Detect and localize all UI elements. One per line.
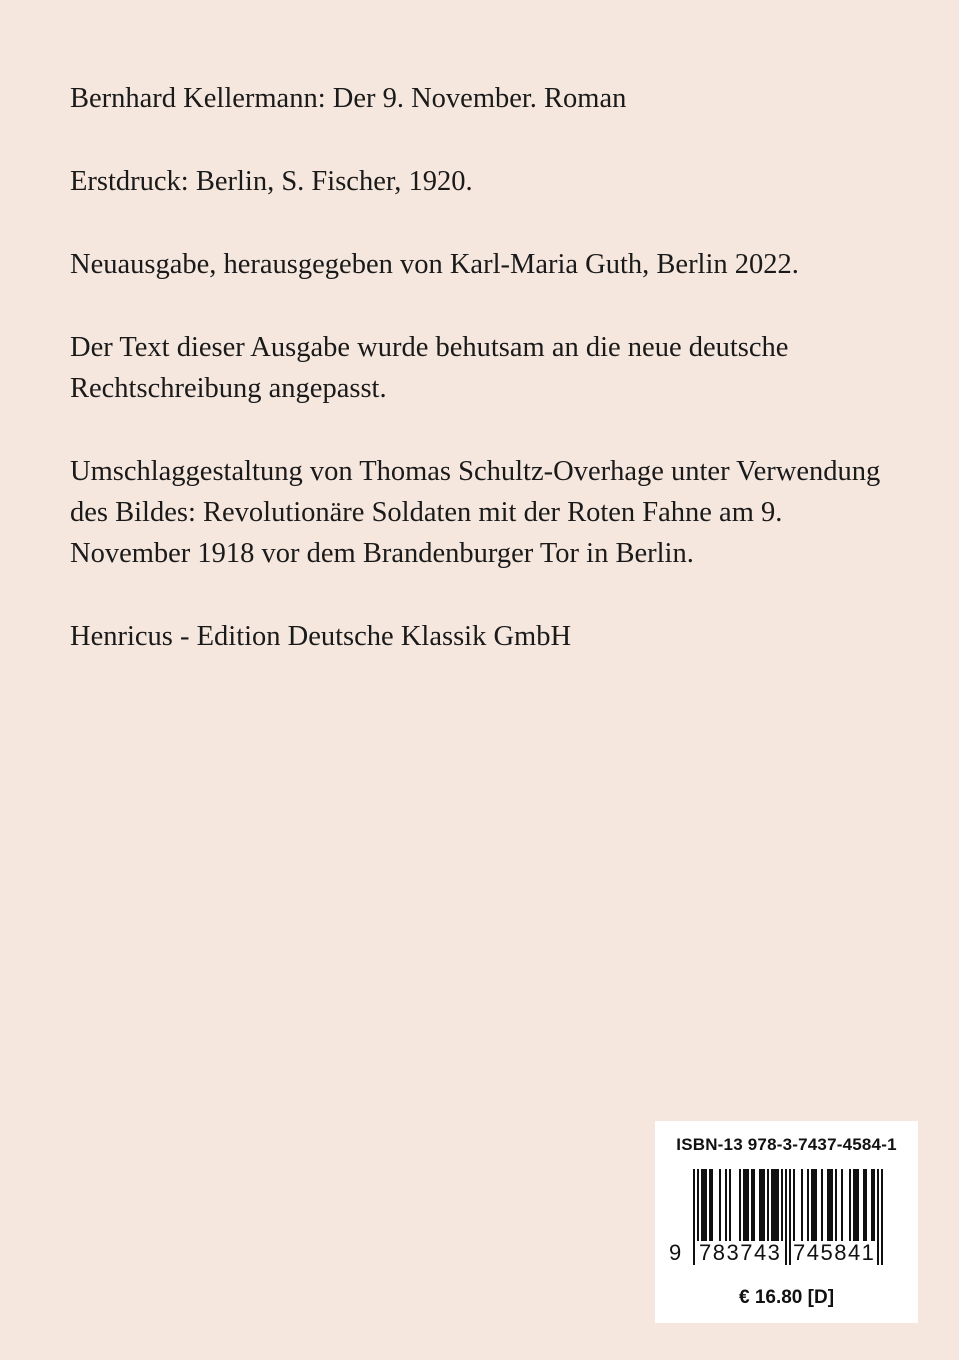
new-edition-line: Neuausgabe, herausgegeben von Karl-Maria Guth, Berlin 2022. <box>70 249 799 280</box>
barcode-right-digits: 745841 <box>793 1240 876 1265</box>
barcode-bar <box>865 1169 867 1251</box>
barcode-bar <box>743 1169 745 1251</box>
barcode-box <box>655 1121 918 1323</box>
barcode-bar <box>703 1169 705 1251</box>
barcode-bar <box>827 1169 829 1251</box>
barcode-bar <box>705 1169 707 1251</box>
barcode-bar <box>775 1169 777 1251</box>
barcode-bar <box>849 1169 851 1251</box>
barcode-bar <box>829 1169 831 1251</box>
barcode-bar <box>841 1169 843 1251</box>
barcode-bar <box>863 1169 865 1251</box>
barcode-bar <box>701 1169 703 1251</box>
barcode-bar <box>725 1169 727 1251</box>
barcode-bar <box>739 1169 741 1251</box>
barcode-bar <box>777 1169 779 1251</box>
barcode-bar <box>881 1169 883 1265</box>
barcode-bar <box>693 1169 695 1265</box>
barcode-bar <box>815 1169 817 1251</box>
barcode-bar <box>711 1169 713 1251</box>
isbn-label: ISBN-13 978-3-7437-4584-1 <box>676 1135 897 1154</box>
barcode-bar <box>719 1169 721 1251</box>
barcode-bar <box>793 1169 795 1251</box>
barcode-bar <box>801 1169 803 1251</box>
barcode-bar <box>773 1169 775 1251</box>
barcode-lead-digit: 9 <box>669 1240 682 1265</box>
barcode-left-digits: 783743 <box>699 1240 782 1265</box>
barcode-bar <box>835 1169 837 1251</box>
first-print-line: Erstdruck: Berlin, S. Fischer, 1920. <box>70 166 473 197</box>
orthography-note: Der Text dieser Ausgabe wurde behutsam an die neue deutsche Rechtschreibung angepasst. <box>70 332 789 404</box>
barcode-bar <box>831 1169 833 1251</box>
barcode-bar <box>807 1169 809 1251</box>
publisher-line: Henricus - Edition Deutsche Klassik GmbH <box>70 621 572 652</box>
barcode-bar <box>873 1169 875 1251</box>
barcode-bar <box>811 1169 813 1251</box>
barcode-bar <box>813 1169 815 1251</box>
barcode-bar <box>753 1169 755 1251</box>
barcode-bar <box>855 1169 857 1251</box>
barcode-bar <box>821 1169 823 1251</box>
barcode-bar <box>857 1169 859 1251</box>
barcode-bar <box>781 1169 783 1251</box>
barcode-bars <box>655 1169 918 1269</box>
price-label: € 16.80 [D] <box>738 1287 835 1308</box>
barcode-bar <box>761 1169 763 1251</box>
barcode-bar <box>763 1169 765 1251</box>
barcode-bar <box>729 1169 731 1251</box>
barcode-bar <box>771 1169 773 1251</box>
barcode-bar <box>747 1169 749 1251</box>
barcode-bar <box>751 1169 753 1251</box>
cover-design-note: Umschlaggestaltung von Thomas Schultz-Overhage unter Verwendung des Bildes: Revolutionäre Soldaten mit der Roten Fahne am 9. November 1918 vor dem Brandenburger Tor in Berlin. <box>70 456 881 569</box>
barcode-bar <box>759 1169 761 1251</box>
barcode-bar <box>871 1169 873 1251</box>
imprint-text <box>70 78 890 699</box>
barcode-bar <box>745 1169 747 1251</box>
barcode-bar <box>767 1169 769 1251</box>
barcode-bar <box>785 1169 787 1265</box>
barcode-bar <box>853 1169 855 1251</box>
barcode-bar <box>709 1169 711 1251</box>
title-line: Bernhard Kellermann: Der 9. November. Roman <box>70 83 627 114</box>
